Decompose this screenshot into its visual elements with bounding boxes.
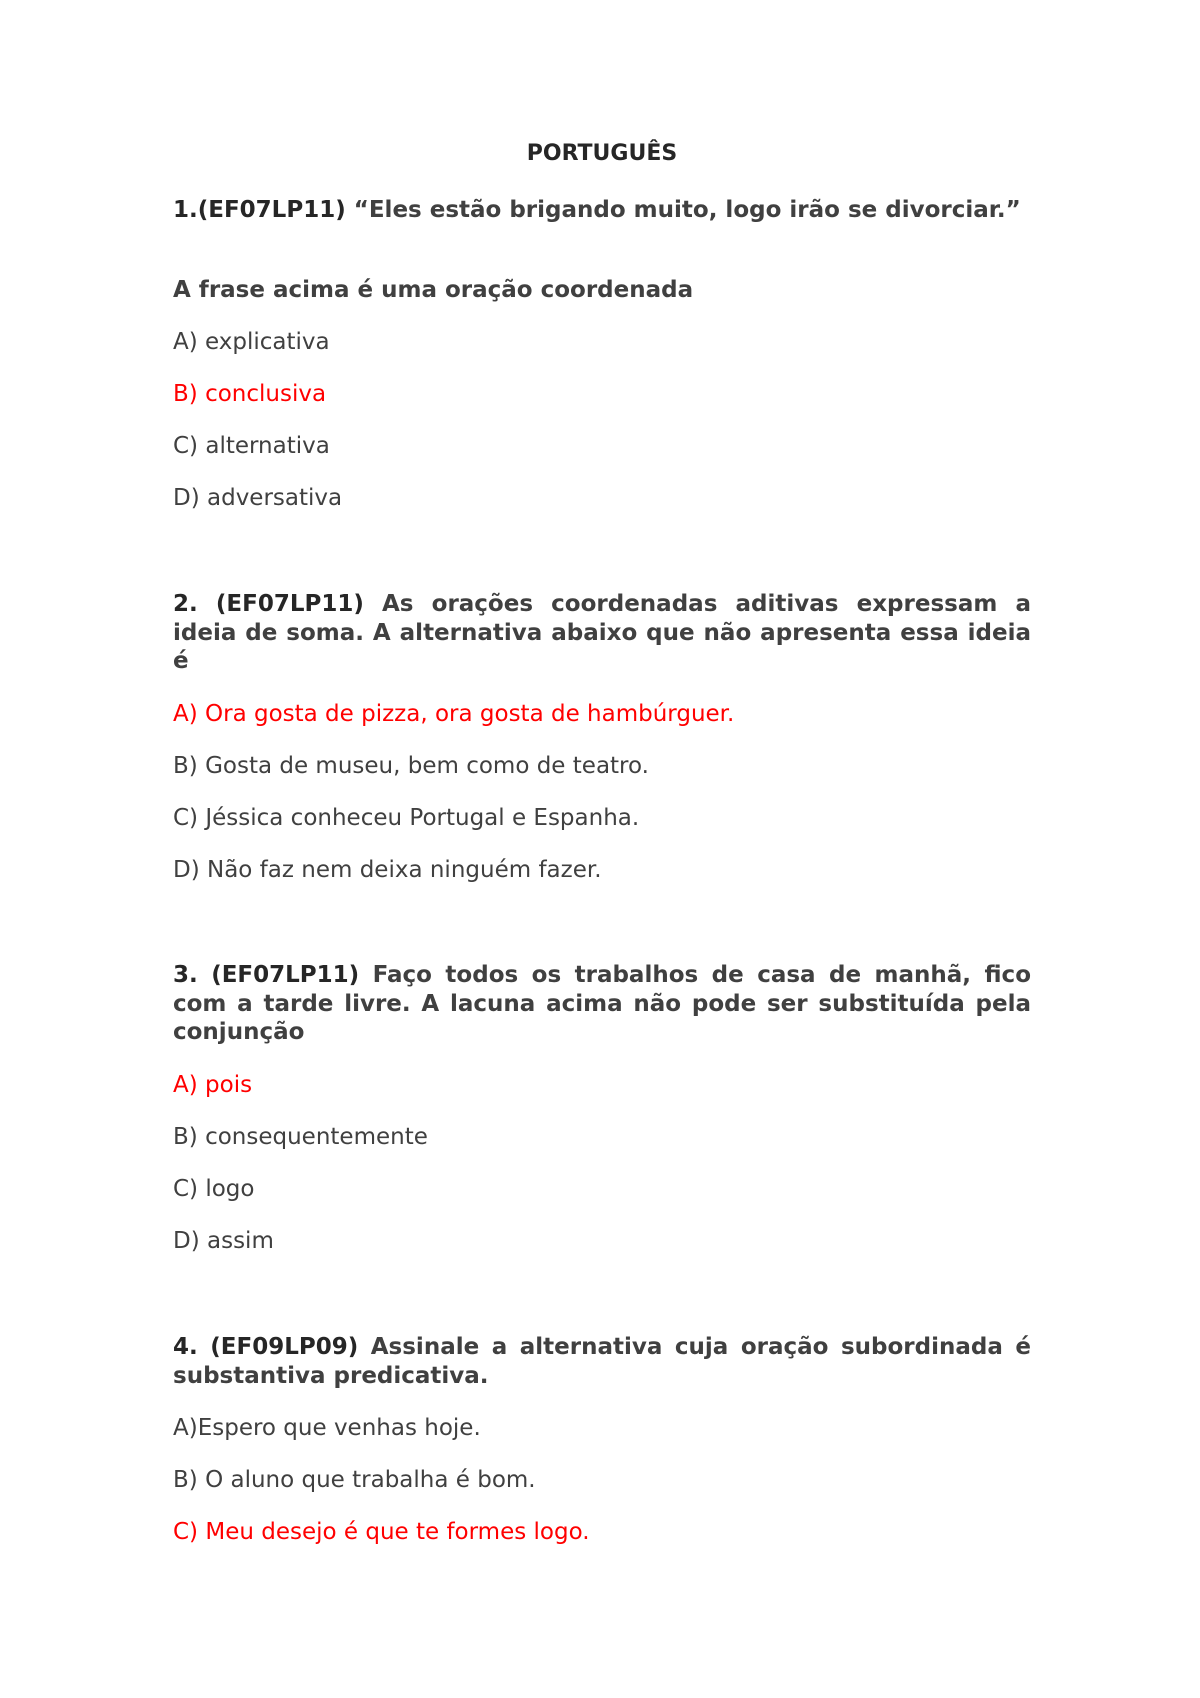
question-1-option-c: C) alternativa [173,433,330,459]
question-4-option-c: C) Meu desejo é que te formes logo. [173,1519,590,1545]
question-2 [173,590,1031,676]
question-3-option-d: D) assim [173,1228,274,1254]
question-3 [173,961,1031,1047]
question-2-option-d: D) Não faz nem deixa ninguém fazer. [173,857,602,883]
question-text: “Eles estão brigando muito, logo irão se divorciar.” [345,197,1021,223]
question-1-option-b: B) conclusiva [173,381,327,407]
question-code: 1.(EF07LP11) [173,197,346,223]
question-4-option-a: A)Espero que venhas hoje. [173,1415,481,1441]
question-1-prompt: A frase acima é uma oração coordenada [173,277,694,303]
question-3-option-c: C) logo [173,1176,255,1202]
question-4-option-b: B) O aluno que trabalha é bom. [173,1467,536,1493]
question-1-option-a: A) explicativa [173,329,330,355]
question-code: 2. (EF07LP11) [173,591,364,617]
question-4 [173,1333,1031,1390]
question-text: As orações coordenadas aditivas expressam a ideia de soma. A alternativa abaixo que não apresenta essa ideia é [173,591,1031,674]
question-code: 3. (EF07LP11) [173,962,360,988]
question-3-option-a: A) pois [173,1072,253,1098]
question-text: Assinale a alternativa cuja oração subordinada é substantiva predicativa. [173,1334,1031,1389]
question-1-option-d: D) adversativa [173,485,343,511]
page-title: PORTUGUÊS [526,141,678,166]
question-3-option-b: B) consequentemente [173,1124,428,1150]
question-2-option-b: B) Gosta de museu, bem como de teatro. [173,753,649,779]
question-2-option-c: C) Jéssica conheceu Portugal e Espanha. [173,805,640,831]
question-text: Faço todos os trabalhos de casa de manhã, fico com a tarde livre. A lacuna acima não pode ser substituída pela conjunção [173,962,1031,1045]
question-2-option-a: A) Ora gosta de pizza, ora gosta de hambúrguer. [173,701,735,727]
question-code: 4. (EF09LP09) [173,1334,359,1360]
question-1 [173,196,1031,225]
